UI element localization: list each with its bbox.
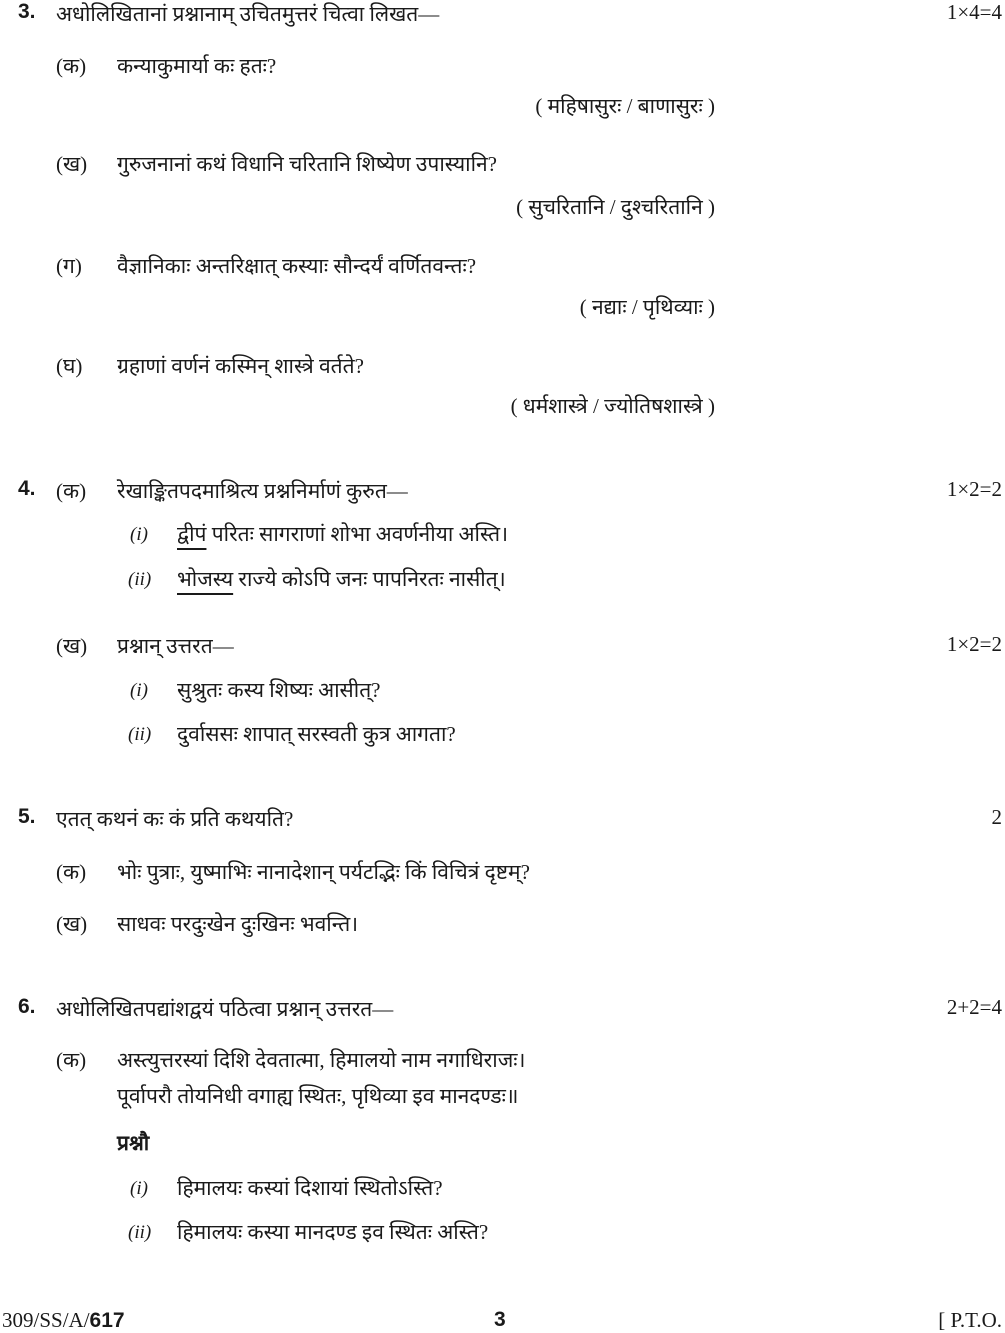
q3b-question: गुरुजनानां कथं विधानि चरितानि शिष्येण उपास्यानि? [117, 152, 497, 176]
q3d-question: ग्रहाणां वर्णनं कस्मिन् शास्त्रे वर्तते? [117, 354, 364, 378]
q3c-label: (ग) [56, 254, 82, 278]
q4a-i-sentence [177, 520, 508, 548]
q5-number: 5. [18, 805, 36, 828]
q4b-marks: 1×2=2 [946, 632, 1002, 656]
q6-instruction: अधोलिखितपद्यांशद्वयं पठित्वा प्रश्नान् उत्तरत— [56, 997, 394, 1021]
q3a-options: ( महिषासुरः / बाणासुरः ) [535, 94, 715, 118]
q4a-ii-roman: (ii) [128, 569, 152, 590]
q6a-verse-line2: पूर्वापरौ तोयनिधी वगाह्य स्थितः, पृथिव्या इव मानदण्डः॥ [117, 1084, 519, 1108]
q3b-label: (ख) [56, 152, 88, 176]
q5a-text: भोः पुत्राः, युष्माभिः नानादेशान् पर्यटद्भिः किं विचित्रं दृष्टम्? [117, 860, 530, 884]
q4a-marks: 1×2=2 [946, 477, 1002, 501]
paper-code-prefix: 309/SS/A/ [2, 1308, 90, 1332]
q6a-i-roman: (i) [130, 1178, 148, 1199]
q3d-label: (घ) [56, 354, 83, 378]
q4a-label: (क) [56, 479, 87, 503]
q3a-question: कन्याकुमार्या कः हतः? [117, 54, 277, 78]
q4a-i-underlined-word: द्वीपं [177, 522, 207, 546]
q3c-options: ( नद्याः / पृथिव्याः ) [579, 295, 715, 319]
q4b-i-text: सुश्रुतः कस्य शिष्यः आसीत्? [177, 678, 381, 702]
q3-number: 3. [18, 0, 36, 23]
q4b-label: (ख) [56, 634, 88, 658]
q3b-options: ( सुचरितानि / दुश्चरितानि ) [516, 195, 715, 219]
q4b-i-roman: (i) [130, 680, 148, 701]
q4a-ii-underlined-word: भोजस्य [177, 567, 234, 591]
q5-marks: 2 [991, 805, 1002, 829]
q4b-ii-roman: (ii) [128, 724, 152, 745]
q6a-label: (क) [56, 1048, 87, 1072]
paper-code [2, 1308, 125, 1333]
page-number: 3 [494, 1308, 506, 1331]
q6a-verse-line1: अस्त्युत्तरस्यां दिशि देवतात्मा, हिमालयो नाम नगाधिराजः। [117, 1048, 526, 1072]
q5b-label: (ख) [56, 912, 88, 936]
q4a-i-roman: (i) [130, 524, 148, 545]
q4a-i-rest: परितः सागराणां शोभा अवर्णनीया अस्ति। [206, 522, 509, 546]
q4a-ii-rest: राज्ये कोऽपि जनः पापनिरतः नासीत्। [233, 567, 506, 591]
q3-marks: 1×4=4 [946, 0, 1002, 24]
q4a-ii-sentence [177, 565, 506, 593]
q6a-i-text: हिमालयः कस्यां दिशायां स्थितोऽस्ति? [177, 1176, 443, 1200]
pto-label: [ P.T.O. [938, 1308, 1002, 1332]
q4a-instruction: रेखाङ्कितपदमाश्रित्य प्रश्ननिर्माणं कुरुत— [117, 479, 408, 503]
q6-marks: 2+2=4 [946, 995, 1002, 1019]
q5-instruction: एतत् कथनं कः कं प्रति कथयति? [56, 807, 294, 831]
q6a-questions-heading: प्रश्नौ [117, 1131, 150, 1155]
q3c-question: वैज्ञानिकाः अन्तरिक्षात् कस्याः सौन्दर्यं वर्णितवन्तः? [117, 254, 477, 278]
q4-number: 4. [18, 477, 36, 500]
q3-instruction: अधोलिखितानां प्रश्नानाम् उचितमुत्तरं चित्वा लिखत— [56, 2, 440, 26]
paper-code-number: 617 [89, 1309, 125, 1332]
q6-number: 6. [18, 995, 36, 1018]
q5a-label: (क) [56, 860, 87, 884]
q5b-text: साधवः परदुःखेन दुःखिनः भवन्ति। [117, 912, 359, 936]
q3d-options: ( धर्मशास्त्रे / ज्योतिषशास्त्रे ) [510, 394, 715, 418]
q4b-instruction: प्रश्नान् उत्तरत— [117, 634, 234, 658]
q6a-ii-roman: (ii) [128, 1222, 152, 1243]
q6a-ii-text: हिमालयः कस्या मानदण्ड इव स्थितः अस्ति? [177, 1220, 489, 1244]
q4b-ii-text: दुर्वाससः शापात् सरस्वती कुत्र आगता? [177, 722, 456, 746]
q3a-label: (क) [56, 54, 87, 78]
